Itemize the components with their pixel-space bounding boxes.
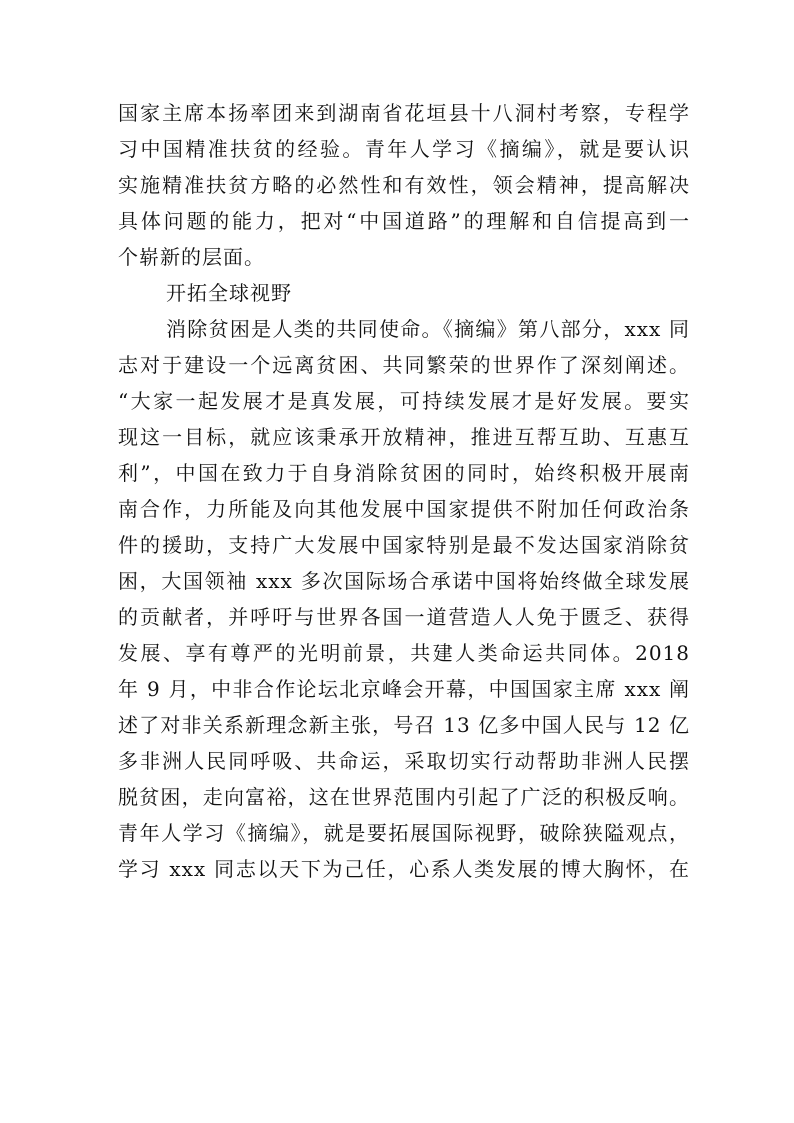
text-line: 发展、享有尊严的光明前景，共建人类命运共同体。2018 xyxy=(118,641,690,665)
text-line: 现这一目标，就应该秉承开放精神，推进互帮互助、互惠互 xyxy=(118,425,690,449)
text-line: 年 9 月，中非合作论坛北京峰会开幕，中国国家主席 xxx 阐 xyxy=(118,677,690,701)
body-text xyxy=(118,95,690,887)
text-line: 消除贫困是人类的共同使命。《摘编》第八部分，xxx 同 xyxy=(166,317,690,341)
text-line: 件的援助，支持广大发展中国家特别是最不发达国家消除贫 xyxy=(118,533,690,557)
text-line: 国家主席本扬率团来到湖南省花垣县十八洞村考察，专程学 xyxy=(118,101,690,125)
text-line: 习中国精准扶贫的经验。青年人学习《摘编》，就是要认识 xyxy=(118,137,690,161)
text-line: 困，大国领袖 xxx 多次国际场合承诺中国将始终做全球发展 xyxy=(118,569,690,593)
section-heading: 开拓全球视野 xyxy=(166,281,292,305)
text-line: 志对于建设一个远离贫困、共同繁荣的世界作了深刻阐述。 xyxy=(118,353,690,377)
text-line: 具体问题的能力，把对“中国道路”的理解和自信提高到一 xyxy=(118,209,690,233)
text-line: 青年人学习《摘编》，就是要拓展国际视野，破除狭隘观点， xyxy=(118,821,690,845)
text-line: 利”，中国在致力于自身消除贫困的同时，始终积极开展南 xyxy=(118,461,690,485)
text-line: 的贡献者，并呼吁与世界各国一道营造人人免于匮乏、获得 xyxy=(118,605,690,629)
text-line: 南合作，力所能及向其他发展中国家提供不附加任何政治条 xyxy=(118,497,690,521)
text-line: 个崭新的层面。 xyxy=(118,245,265,269)
text-line: 述了对非关系新理念新主张，号召 13 亿多中国人民与 12 亿 xyxy=(118,713,690,737)
text-line: 实施精准扶贫方略的必然性和有效性，领会精神，提高解决 xyxy=(118,173,690,197)
text-line: 学习 xxx 同志以天下为己任，心系人类发展的博大胸怀，在 xyxy=(118,857,690,881)
text-line: 多非洲人民同呼吸、共命运，采取切实行动帮助非洲人民摆 xyxy=(118,749,690,773)
text-line: 脱贫困，走向富裕，这在世界范围内引起了广泛的积极反响。 xyxy=(118,785,690,809)
text-line: “大家一起发展才是真发展，可持续发展才是好发展。要实 xyxy=(118,389,690,413)
